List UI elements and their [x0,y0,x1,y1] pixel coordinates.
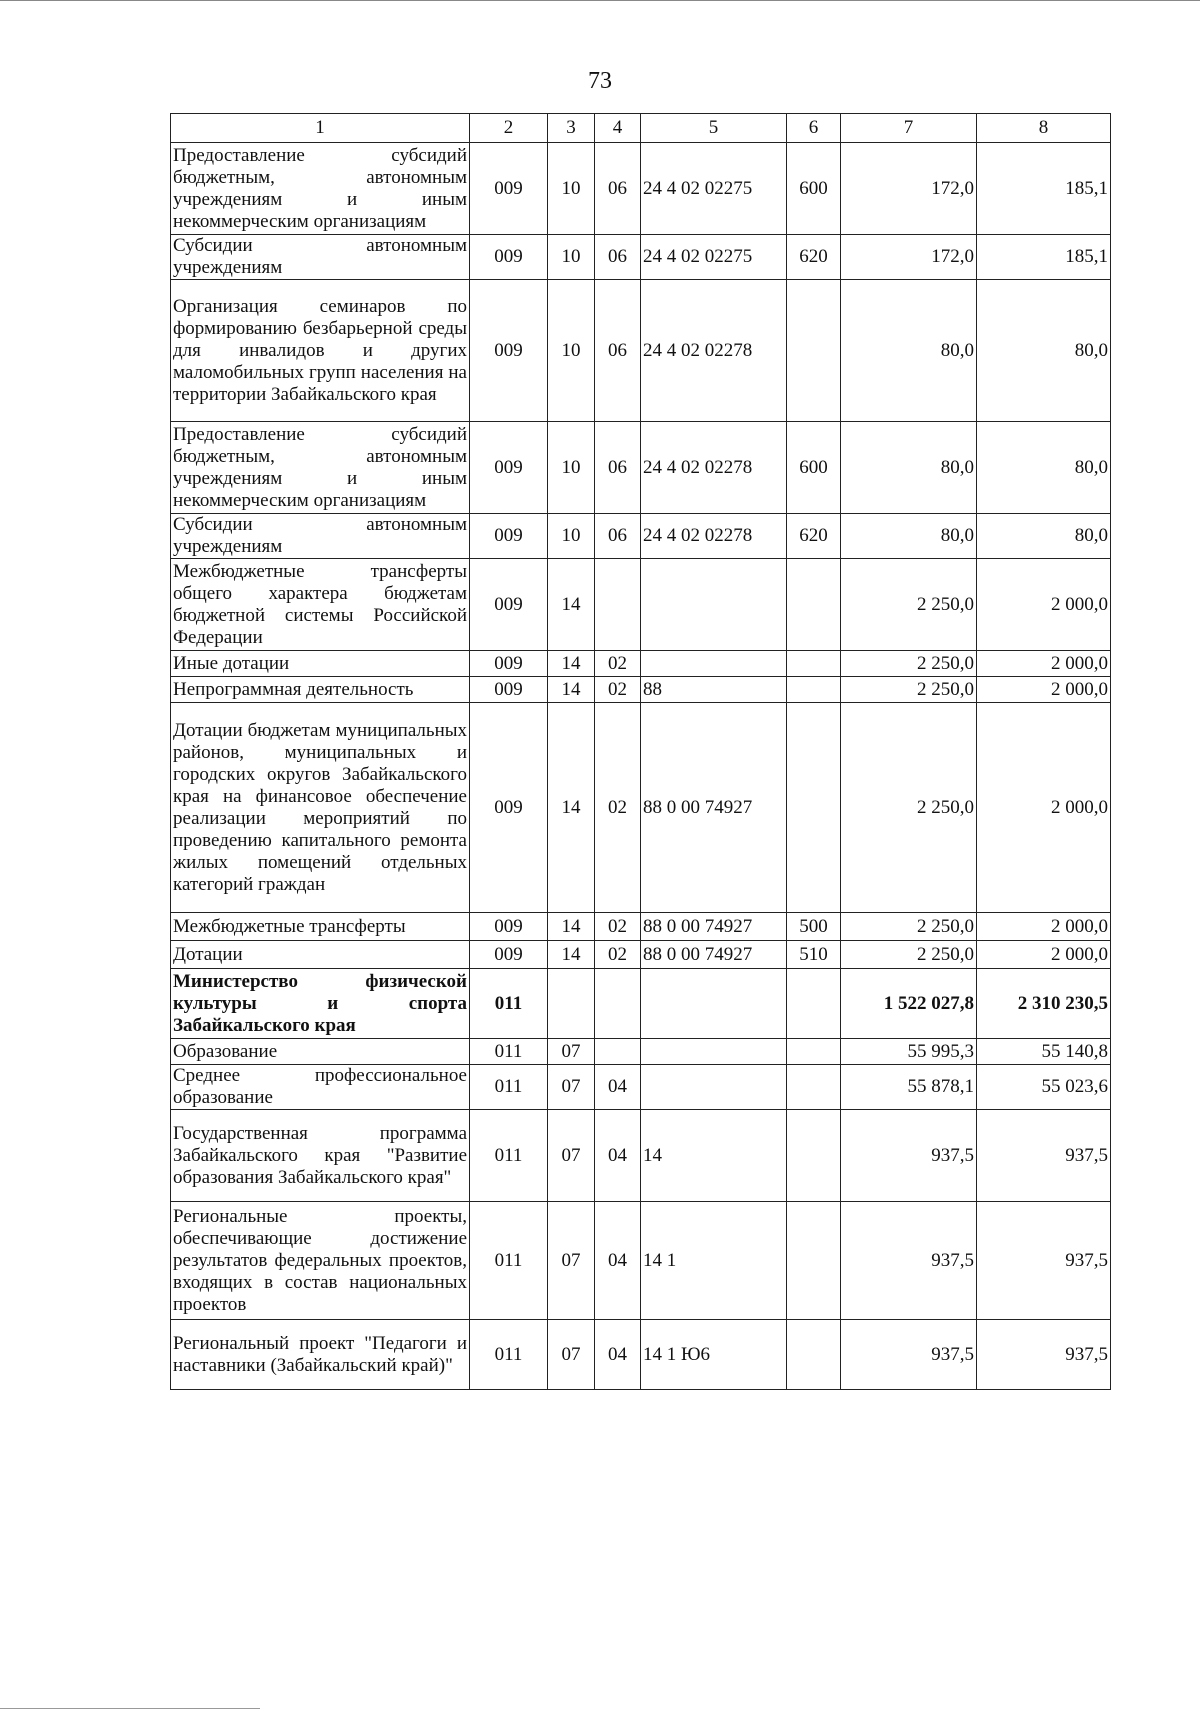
section-code: 07 [548,1320,595,1390]
subsection-code: 06 [595,280,641,422]
expense-type-code [787,1039,841,1065]
target-article-code: 24 4 02 02278 [641,280,787,422]
expense-type-code [787,559,841,651]
target-article-code: 88 0 00 74927 [641,913,787,941]
section-code: 14 [548,913,595,941]
table-row [171,941,1111,969]
subsection-code: 02 [595,651,641,677]
expense-type-code: 620 [787,514,841,559]
subsection-code: 02 [595,913,641,941]
row-name: Субсидии автономным учреждениям [171,235,470,280]
expense-type-code: 500 [787,913,841,941]
amount-year-2: 185,1 [977,143,1111,235]
section-code: 14 [548,677,595,703]
amount-year-1: 55 995,3 [841,1039,977,1065]
page-number: 73 [588,68,612,94]
expense-type-code [787,651,841,677]
department-code: 009 [470,559,548,651]
table-row [171,280,1111,422]
amount-year-2: 2 000,0 [977,913,1111,941]
budget-table [170,113,1111,1390]
row-name: Организация семинаров по формированию безбарьерной среды для инвалидов и других маломобильных групп населения на территории Забайкальского края [171,280,470,422]
column-header: 7 [841,114,977,143]
column-header: 8 [977,114,1111,143]
section-code: 10 [548,514,595,559]
target-article-code: 88 [641,677,787,703]
table-row [171,651,1111,677]
target-article-code: 14 [641,1110,787,1202]
section-code: 10 [548,235,595,280]
table-row [171,1202,1111,1320]
subsection-code [595,969,641,1039]
section-code [548,969,595,1039]
row-name: Среднее профессиональное образование [171,1065,470,1110]
row-name: Министерство физической культуры и спорта Забайкальского края [171,969,470,1039]
subsection-code: 02 [595,677,641,703]
expense-type-code: 600 [787,422,841,514]
target-article-code: 24 4 02 02275 [641,143,787,235]
row-name: Региональный проект "Педагоги и наставники (Забайкальский край)" [171,1320,470,1390]
table-row [171,514,1111,559]
amount-year-1: 80,0 [841,514,977,559]
amount-year-2: 937,5 [977,1320,1111,1390]
row-name: Образование [171,1039,470,1065]
section-code: 07 [548,1039,595,1065]
target-article-code: 88 0 00 74927 [641,703,787,913]
department-code: 009 [470,143,548,235]
row-name: Межбюджетные трансферты [171,913,470,941]
section-code: 07 [548,1202,595,1320]
column-header: 6 [787,114,841,143]
column-header: 5 [641,114,787,143]
row-name: Региональные проекты, обеспечивающие достижение результатов федеральных проектов, входящих в состав национальных проектов [171,1202,470,1320]
department-code: 011 [470,1065,548,1110]
target-article-code: 14 1 Ю6 [641,1320,787,1390]
amount-year-2: 2 000,0 [977,703,1111,913]
table-row [171,559,1111,651]
department-code: 009 [470,703,548,913]
expense-type-code [787,677,841,703]
section-code: 10 [548,280,595,422]
target-article-code: 24 4 02 02278 [641,514,787,559]
amount-year-2: 80,0 [977,422,1111,514]
target-article-code [641,1039,787,1065]
subsection-code: 04 [595,1320,641,1390]
amount-year-1: 80,0 [841,280,977,422]
amount-year-2: 55 140,8 [977,1039,1111,1065]
subsection-code: 06 [595,422,641,514]
amount-year-1: 55 878,1 [841,1065,977,1110]
expense-type-code: 600 [787,143,841,235]
target-article-code: 24 4 02 02275 [641,235,787,280]
department-code: 009 [470,422,548,514]
amount-year-1: 80,0 [841,422,977,514]
row-name: Иные дотации [171,651,470,677]
row-name: Межбюджетные трансферты общего характера бюджетам бюджетной системы Российской Федерации [171,559,470,651]
subsection-code: 04 [595,1110,641,1202]
column-header: 1 [171,114,470,143]
table-row [171,969,1111,1039]
table-row [171,677,1111,703]
amount-year-2: 185,1 [977,235,1111,280]
section-code: 10 [548,422,595,514]
department-code: 009 [470,235,548,280]
row-name: Предоставление субсидий бюджетным, автономным учреждениям и иным некоммерческим организациям [171,143,470,235]
expense-type-code: 510 [787,941,841,969]
subsection-code: 06 [595,514,641,559]
table-row [171,703,1111,913]
amount-year-2: 2 000,0 [977,651,1111,677]
expense-type-code [787,1065,841,1110]
expense-type-code [787,703,841,913]
table-row [171,235,1111,280]
department-code: 009 [470,913,548,941]
amount-year-2: 2 000,0 [977,677,1111,703]
department-code: 009 [470,941,548,969]
section-code: 14 [548,703,595,913]
scan-artifact-line [0,1708,260,1709]
row-name: Субсидии автономным учреждениям [171,514,470,559]
department-code: 011 [470,1110,548,1202]
amount-year-1: 2 250,0 [841,677,977,703]
section-code: 10 [548,143,595,235]
expense-type-code [787,1202,841,1320]
expense-type-code [787,280,841,422]
amount-year-2: 937,5 [977,1202,1111,1320]
row-name: Государственная программа Забайкальского края "Развитие образования Забайкальского края" [171,1110,470,1202]
amount-year-2: 55 023,6 [977,1065,1111,1110]
table-row [171,1320,1111,1390]
department-code: 009 [470,651,548,677]
expense-type-code [787,1320,841,1390]
table-row [171,1039,1111,1065]
row-name: Дотации [171,941,470,969]
subsection-code: 02 [595,703,641,913]
row-name: Дотации бюджетам муниципальных районов, муниципальных и городских округов Забайкальского края на финансовое обеспечение реализации мероприятий по проведению капитального ремонта жилых помещений отдельных категорий граждан [171,703,470,913]
amount-year-1: 172,0 [841,235,977,280]
expense-type-code [787,1110,841,1202]
amount-year-2: 80,0 [977,280,1111,422]
department-code: 011 [470,1039,548,1065]
amount-year-2: 2 000,0 [977,941,1111,969]
table-row [171,913,1111,941]
department-code: 009 [470,677,548,703]
amount-year-1: 937,5 [841,1320,977,1390]
target-article-code [641,969,787,1039]
table-header-row [171,114,1111,143]
amount-year-1: 937,5 [841,1110,977,1202]
amount-year-2: 937,5 [977,1110,1111,1202]
target-article-code [641,1065,787,1110]
row-name: Непрограммная деятельность [171,677,470,703]
amount-year-1: 2 250,0 [841,941,977,969]
column-header: 2 [470,114,548,143]
expense-type-code: 620 [787,235,841,280]
amount-year-1: 2 250,0 [841,651,977,677]
subsection-code: 04 [595,1202,641,1320]
amount-year-2: 2 310 230,5 [977,969,1111,1039]
subsection-code [595,1039,641,1065]
section-code: 07 [548,1110,595,1202]
department-code: 011 [470,969,548,1039]
target-article-code [641,559,787,651]
section-code: 07 [548,1065,595,1110]
amount-year-1: 2 250,0 [841,703,977,913]
target-article-code: 14 1 [641,1202,787,1320]
department-code: 009 [470,280,548,422]
department-code: 011 [470,1202,548,1320]
scan-artifact-line [0,0,1200,1]
section-code: 14 [548,559,595,651]
department-code: 009 [470,514,548,559]
subsection-code [595,559,641,651]
row-name: Предоставление субсидий бюджетным, автономным учреждениям и иным некоммерческим организациям [171,422,470,514]
subsection-code: 06 [595,235,641,280]
column-header: 4 [595,114,641,143]
amount-year-1: 937,5 [841,1202,977,1320]
subsection-code: 06 [595,143,641,235]
column-header: 3 [548,114,595,143]
amount-year-2: 2 000,0 [977,559,1111,651]
amount-year-1: 2 250,0 [841,559,977,651]
table-row [171,1065,1111,1110]
table-row [171,1110,1111,1202]
section-code: 14 [548,941,595,969]
subsection-code: 02 [595,941,641,969]
target-article-code [641,651,787,677]
department-code: 011 [470,1320,548,1390]
subsection-code: 04 [595,1065,641,1110]
expense-type-code [787,969,841,1039]
table-row [171,422,1111,514]
table-row [171,143,1111,235]
target-article-code: 24 4 02 02278 [641,422,787,514]
target-article-code: 88 0 00 74927 [641,941,787,969]
amount-year-2: 80,0 [977,514,1111,559]
amount-year-1: 1 522 027,8 [841,969,977,1039]
amount-year-1: 172,0 [841,143,977,235]
amount-year-1: 2 250,0 [841,913,977,941]
section-code: 14 [548,651,595,677]
